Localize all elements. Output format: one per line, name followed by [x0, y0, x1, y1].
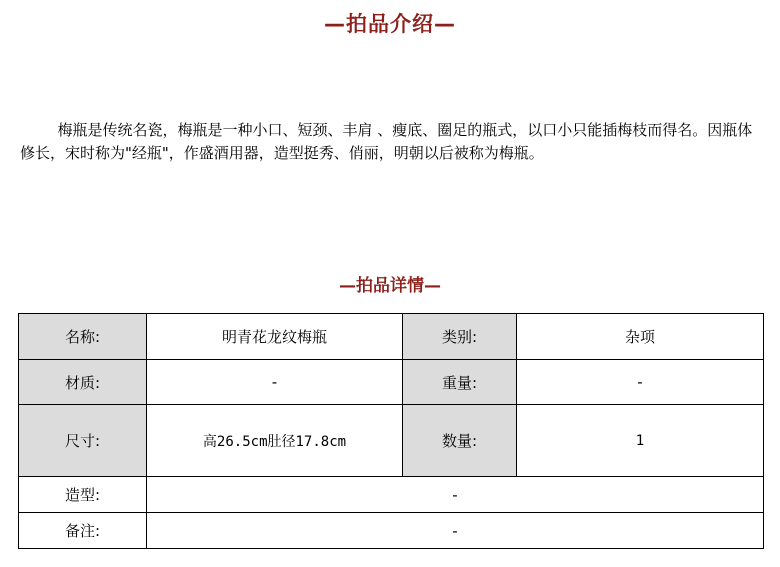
name-value: 明青花龙纹梅瓶	[147, 314, 403, 360]
table-row	[19, 314, 764, 360]
size-value: 高26.5cm肚径17.8cm	[147, 405, 403, 477]
material-value: -	[147, 360, 403, 405]
details-table	[18, 313, 764, 549]
table-row	[19, 513, 764, 549]
weight-label: 重量:	[403, 360, 517, 405]
quantity-label: 数量:	[403, 405, 517, 477]
table-row	[19, 360, 764, 405]
material-label: 材质:	[19, 360, 147, 405]
shape-value: -	[147, 477, 764, 513]
category-label: 类别:	[403, 314, 517, 360]
weight-value: -	[517, 360, 764, 405]
table-row	[19, 477, 764, 513]
size-label: 尺寸:	[19, 405, 147, 477]
table-row	[19, 405, 764, 477]
remarks-label: 备注:	[19, 513, 147, 549]
category-value: 杂项	[517, 314, 764, 360]
quantity-value: 1	[517, 405, 764, 477]
remarks-value: -	[147, 513, 764, 549]
intro-paragraph: 梅瓶是传统名瓷，梅瓶是一种小口、短颈、丰肩 、瘦底、圈足的瓶式，以口小只能插梅枝而得名。因瓶体修长，宋时称为"经瓶"，作盛酒用器，造型挺秀、俏丽，明朝以后被称为梅瓶。	[20, 121, 753, 162]
page-title: —拍品介绍—	[324, 12, 456, 36]
name-label: 名称:	[19, 314, 147, 360]
shape-label: 造型:	[19, 477, 147, 513]
details-section-title: —拍品详情—	[339, 276, 441, 296]
